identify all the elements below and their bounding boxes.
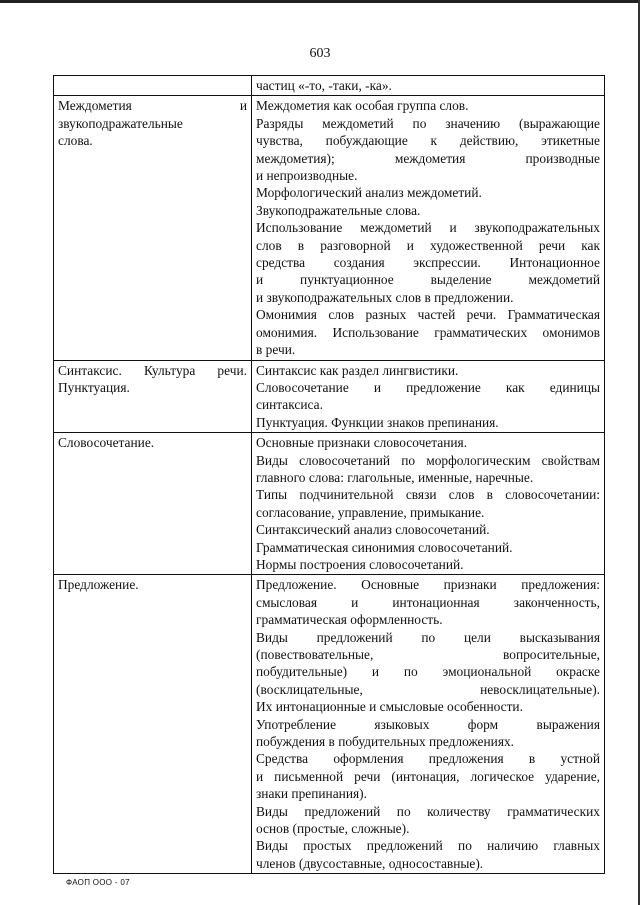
content-cell — [252, 76, 605, 96]
topic-cell — [54, 433, 252, 575]
table-row — [54, 433, 605, 575]
content-cell — [252, 360, 605, 433]
topic-cell — [54, 360, 252, 433]
content-line: Использование междометий и звукоподражательных — [256, 220, 600, 236]
topic-line: Словосочетание. — [58, 435, 155, 451]
content-line: Средства оформления предложения в устной — [256, 751, 600, 767]
content-line: междометия); междометия производные — [256, 150, 600, 166]
content-line: Звукоподражательные слова. — [256, 202, 421, 218]
content-line: и пунктуационное выделение междометий — [256, 272, 600, 288]
topic-line: Предложение. — [58, 577, 139, 593]
topic-line: звукоподражательные — [58, 115, 183, 131]
content-cell — [252, 433, 605, 575]
content-line: Синтаксис как раздел лингвистики. — [256, 362, 459, 378]
content-line: частиц «-то, -таки, -ка». — [256, 78, 392, 93]
table-row — [54, 360, 605, 433]
content-line: Виды предложений по цели высказывания — [256, 629, 600, 645]
footer-document-code: ФАОП ООО - 07 — [66, 878, 130, 887]
content-line: слов в разговорной и художественной речи как — [256, 237, 600, 253]
table-body — [54, 76, 605, 874]
table-row — [54, 96, 605, 360]
table-row — [54, 575, 605, 874]
content-line: и звукоподражательных слов в предложении. — [256, 289, 514, 305]
content-line: Междометия как особая группа слов. — [256, 98, 469, 114]
topic-line: Пунктуация. — [58, 379, 130, 395]
content-line: омонимия. Использование грамматических омонимов — [256, 324, 600, 340]
topic-cell — [54, 96, 252, 360]
content-line: Разряды междометий по значению (выражающие — [256, 115, 600, 131]
content-line: и непроизводные. — [256, 168, 358, 184]
content-line: Основные признаки словосочетания. — [256, 435, 468, 451]
content-line: Омонимия слов разных частей речи. Грамматическая — [256, 307, 600, 323]
content-line: Типы подчинительной связи слов в словосочетании: — [256, 487, 600, 503]
content-line: Нормы построения словосочетаний. — [256, 556, 464, 572]
topic-cell — [54, 575, 252, 874]
content-line: средства создания экспрессии. Интонационное — [256, 255, 600, 271]
content-line: знаки препинания). — [256, 786, 367, 802]
content-line: смысловая и интонационная законченность, — [256, 594, 600, 610]
content-line: синтаксиса. — [256, 397, 323, 413]
content-line: побудительные) и по эмоциональной окраске — [256, 664, 600, 680]
content-line: побуждения в побудительных предложениях. — [256, 734, 515, 750]
content-line: (восклицательные, невосклицательные). — [256, 681, 600, 697]
content-cell — [252, 96, 605, 360]
content-line: согласование, управление, примыкание. — [256, 504, 485, 520]
content-line: Грамматическая синонимия словосочетаний. — [256, 539, 513, 555]
topic-line: Междометия и — [58, 98, 247, 114]
table-row — [54, 76, 605, 96]
topic-line: слова. — [58, 133, 93, 149]
content-line: главного слова: глагольные, именные, наречные. — [256, 469, 534, 485]
content-line: основ (простые, сложные). — [256, 821, 410, 837]
content-line: Употребление языковых форм выражения — [256, 716, 600, 732]
content-line: Их интонационные и смысловые особенности. — [256, 699, 523, 715]
content-line: чувства, побуждающие к действию, этикетные — [256, 133, 600, 149]
topic-cell — [54, 76, 252, 96]
content-cell — [252, 575, 605, 874]
content-line: Виды словосочетаний по морфологическим свойствам — [256, 452, 600, 468]
content-line: и письменной речи (интонация, логическое ударение, — [256, 768, 600, 784]
page-number: 603 — [309, 46, 331, 61]
content-line: в речи. — [256, 342, 296, 358]
content-line: Виды предложений по количеству грамматических — [256, 803, 600, 819]
scan-top-edge — [0, 0, 640, 3]
content-line: Предложение. Основные признаки предложения: — [256, 577, 600, 593]
content-line: Словосочетание и предложение как единицы — [256, 379, 600, 395]
content-line: (повествовательные, вопросительные, — [256, 647, 600, 662]
content-line: грамматическая оформленность. — [256, 612, 443, 628]
content-line: членов (двусоставные, односоставные). — [256, 855, 484, 871]
content-line: Пунктуация. Функции знаков препинания. — [256, 414, 499, 430]
content-line: Виды простых предложений по наличию главных — [256, 838, 600, 854]
curriculum-table — [53, 75, 605, 874]
content-line: Морфологический анализ междометий. — [256, 185, 482, 201]
topic-line: Синтаксис. Культура речи. — [58, 362, 247, 378]
content-line: Синтаксический анализ словосочетаний. — [256, 522, 490, 538]
